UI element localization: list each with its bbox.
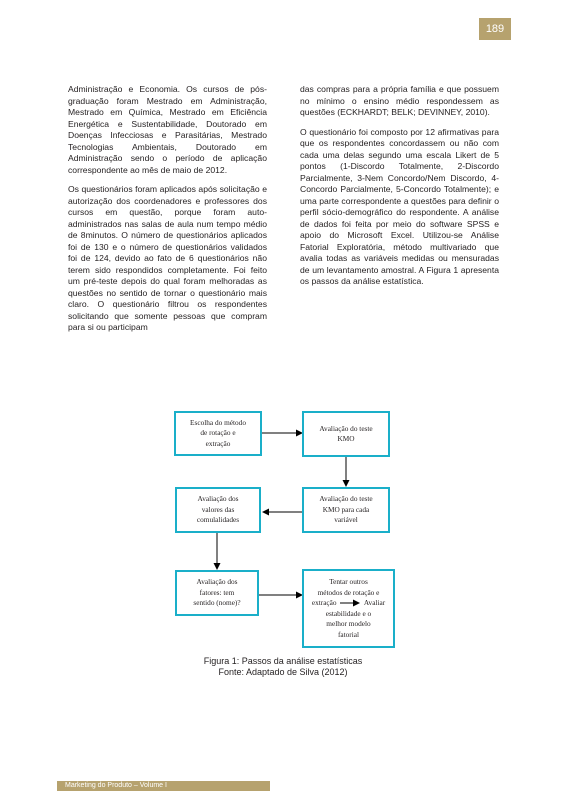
flow-box-kmo-test: Avaliação do teste KMO <box>302 411 390 457</box>
footer-text: Marketing do Produto – Volume I <box>65 782 167 789</box>
box-line-with-arrow: extração Avaliar <box>311 598 386 607</box>
flow-box-kmo-per-variable: Avaliação do teste KMO para cada variável <box>302 487 390 533</box>
flow-box-choose-method: Escolha do método de rotação e extração <box>174 411 262 456</box>
flow-box-factors-meaning: Avaliação dos fatores: tem sentido (nome)? <box>175 570 259 616</box>
figure-caption: Figura 1: Passos da análise estatísticas <box>203 656 363 666</box>
paragraph: Os questionários foram aplicados após solicitação e autorização dos coordenadores e professores dos cursos em questão, porque foram auto-administrados nas salas de aula num tempo médio de 8minutos. O número de questionários aplicados foi de 130 e o número de questionários validados foi de 124, devido ao fato de 6 questionários não terem sido respondidos completamente. Foi feito um pré-teste depois do qual foram melhoradas as questões no sentido de tornar o questionário mais claro. O questionário filtrou os respondentes solicitando que somente pessoas que compram para si ou participam <box>68 184 267 332</box>
right-arrow-icon <box>340 599 360 607</box>
page-number: 189 <box>485 23 505 35</box>
flow-box-try-other-methods: Tentar outros métodos de rotação e extração Avaliar estabilidade e o melhor modelo fatorial <box>302 569 395 648</box>
paragraph: Administração e Economia. Os cursos de pós-graduação foram Mestrado em Administração, Mestrado em Química, Mestrado em Eficiência Energética e Sustentabilidade, Doutorado em Doenças Infecciosas e Parasitárias, Mestrado Tecnologias Ambientais, Doutorado em Administração sendo o período de aplicação correspondente ao mês de maio de 2012. <box>68 84 267 175</box>
figure-source: Fonte: Adaptado de Silva (2012) <box>218 667 348 677</box>
paragraph: das compras para a própria família e que possuem no mínimo o ensino médio respondessem as questões (ECKHARDT; BELK; DEVINNEY, 2010). <box>300 84 499 117</box>
paragraph: O questionário foi composto por 12 afirmativas para que os respondentes concordassem ou não com cada uma delas segundo uma escala Likert de 5 pontos (1-Discordo Totalmente, 2-Discordo Parcialmente, 3-Nem Concordo/Nem Discordo, 4-Concordo Parcialmente, 5-Concordo Totalmente); e uma parte correspondente a questões para definir o perfil sócio-demográfico do respondente. A análise de dados foi feita por meio do software SPSS e apoio do Microsoft Excel. Utilizou-se Análise Fatorial Exploratória, método multivariado que avalia todas as variáveis medidas ou mensuradas de um levantamento amostral. A Figura 1 apresenta os passos da análise estatística. <box>300 126 499 286</box>
footer-bar <box>57 781 270 791</box>
flow-box-communalities: Avaliação dos valores das comulalidades <box>175 487 261 533</box>
